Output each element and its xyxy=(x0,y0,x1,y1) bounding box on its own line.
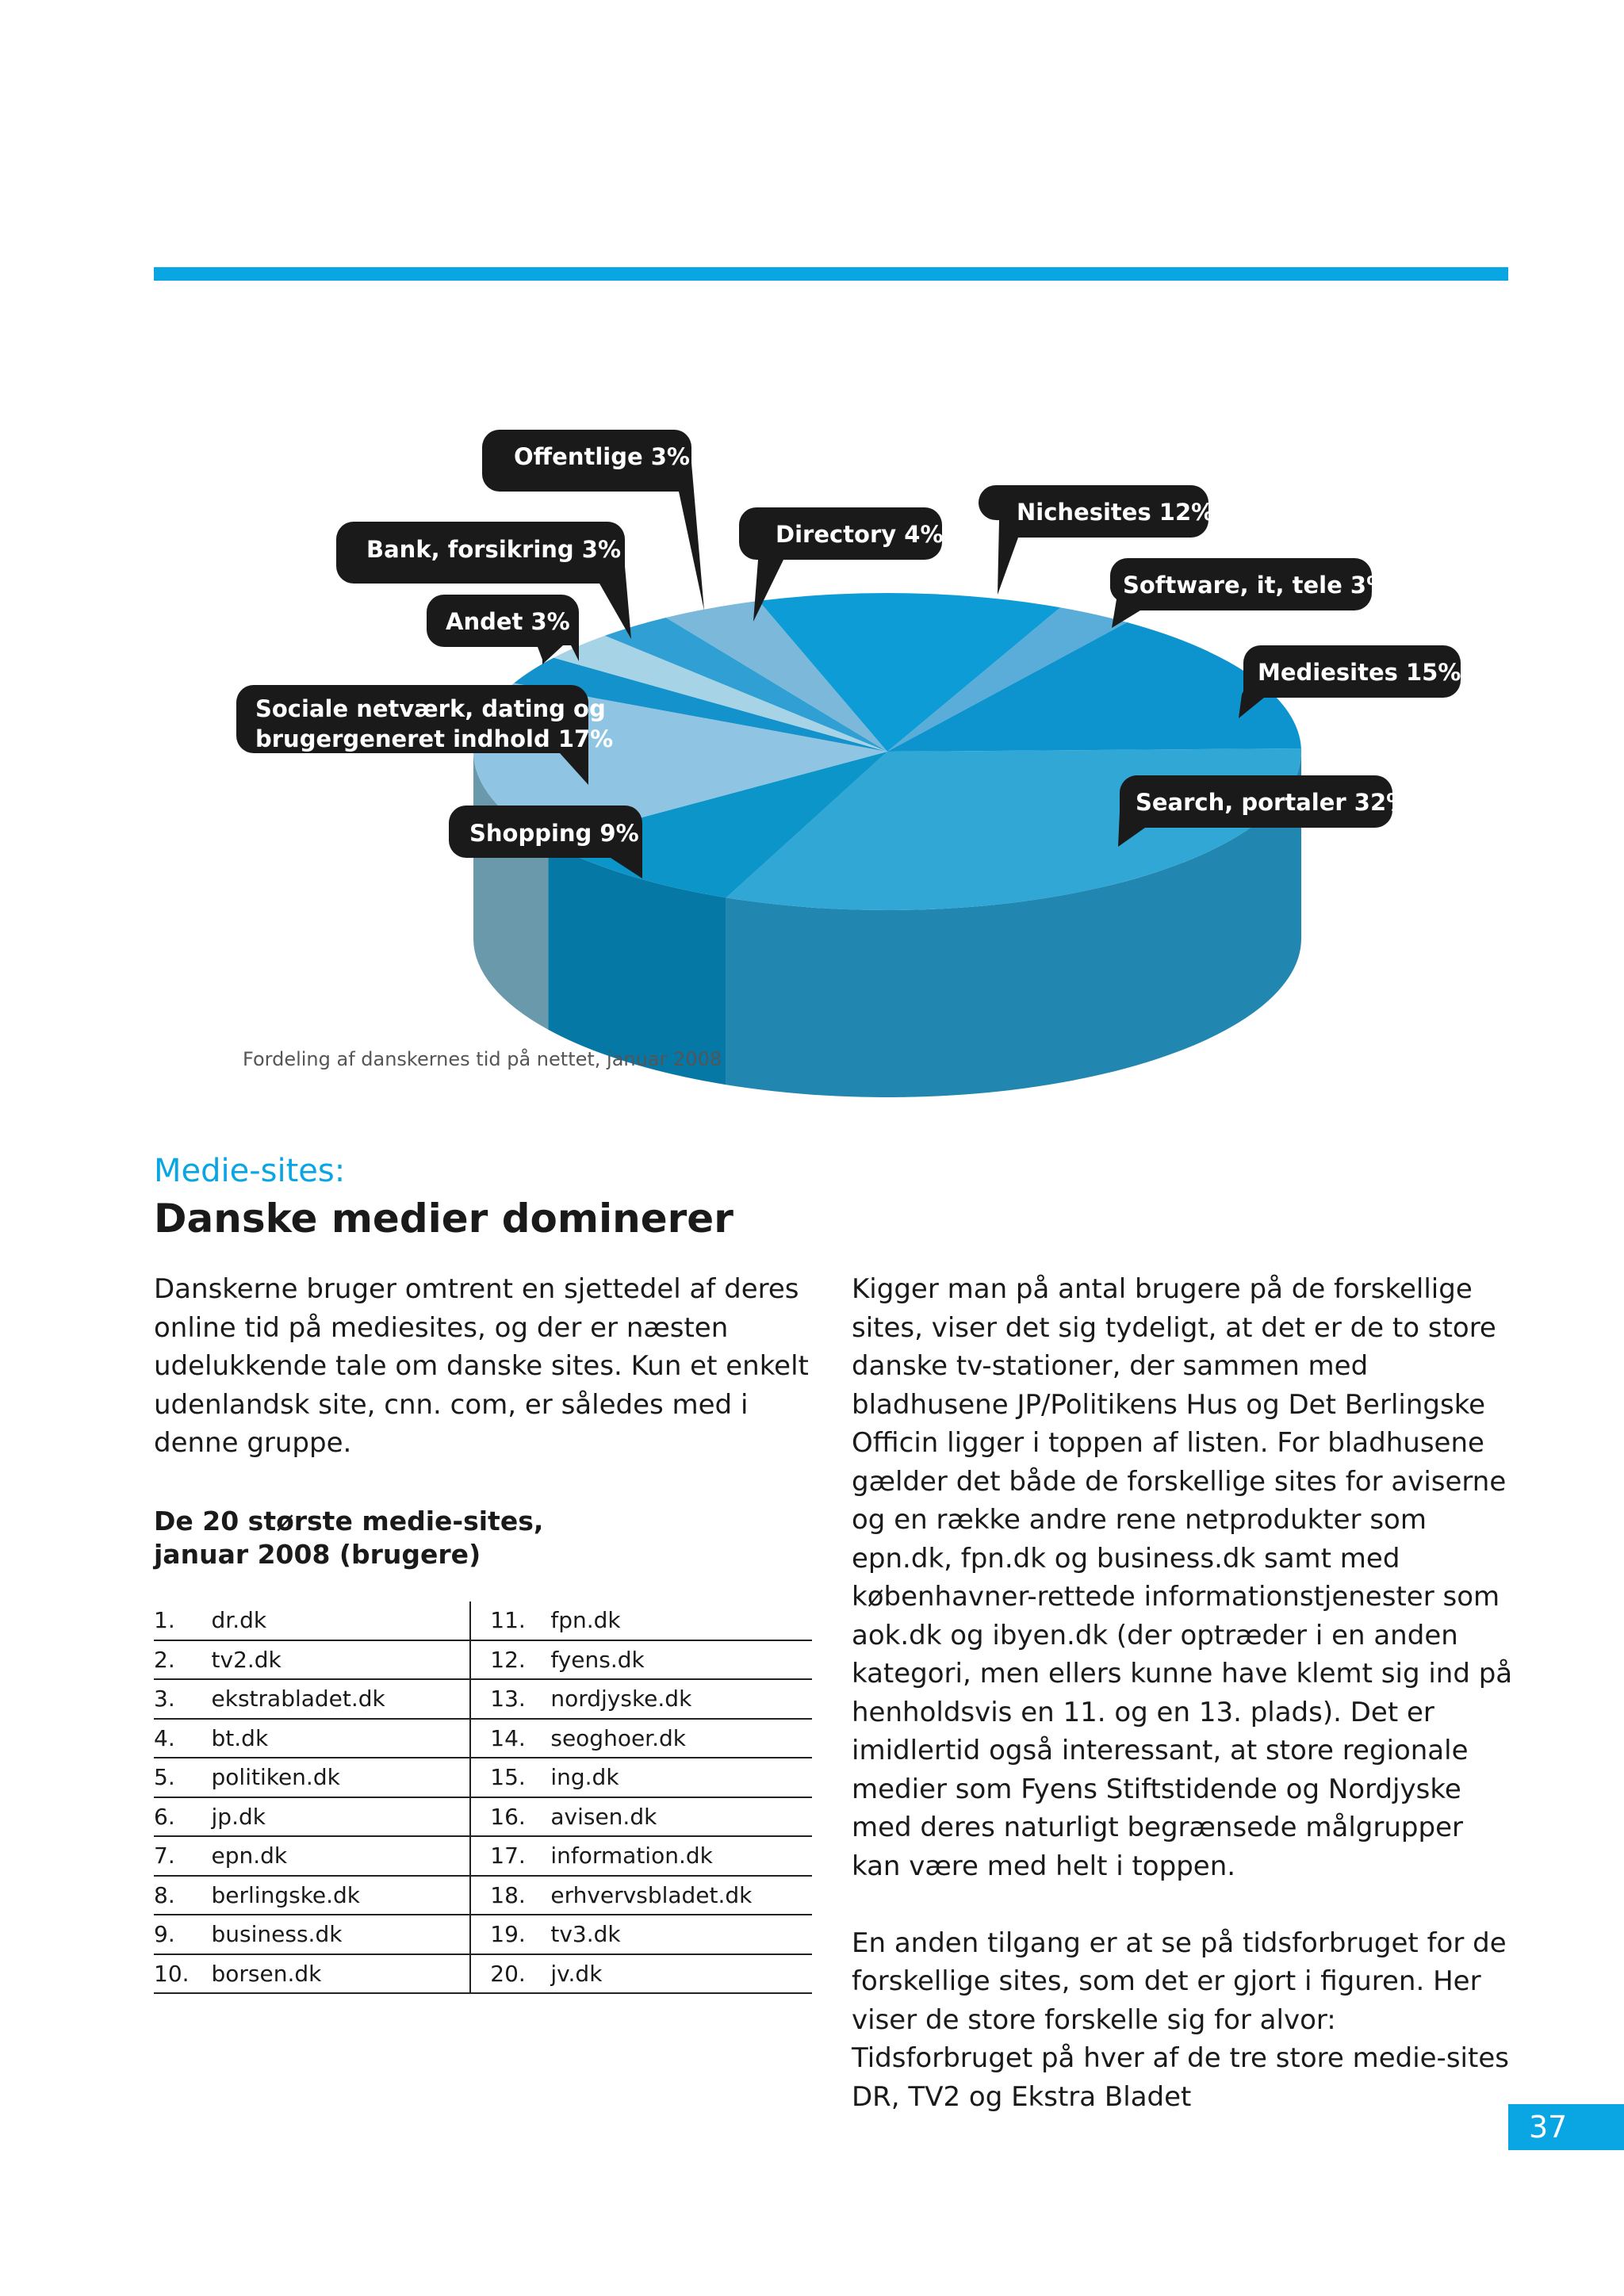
article-intro: Danskerne bruger omtrent en sjettedel af deres online tid på mediesites, og der er næsten udelukkende tale om danske sites. Kun et enkelt udenlandsk site, cnn. com, er således med i denne gruppe. xyxy=(154,1273,809,1459)
callout-sociale-line1: Sociale netværk, dating og xyxy=(255,695,606,722)
table-row xyxy=(154,1836,812,1876)
site-name: information.dk xyxy=(550,1836,812,1876)
callout-label: Shopping 9% xyxy=(469,820,639,847)
site-name: jv.dk xyxy=(550,1954,812,1994)
site-name: politiken.dk xyxy=(212,1758,471,1797)
rank-number: 9. xyxy=(154,1915,212,1954)
article-paragraph-1: Kigger man på antal brugere på de forskellige sites, viser det sig tydeligt, at det er de to store danske tv-stationer, der sammen med bladhusene JP/Politikens Hus og Det Berlingske Officin ligger i toppen af listen. For bladhusene gælder det både de forskellige sites for aviserne og en række andre rene netprodukter som epn.dk, fpn.dk og business.dk samt med københavner-rettede informationstjenester som aok.dk og ibyen.dk (der optræder i en anden kategori, men ellers kunne have klemt sig ind på henholdsvis en 11. og en 13. plads). Det er imidlertid også interessant, at store regionale medier som Fyens Stiftstidende og Nordjyske med deres naturligt begrænsede målgrupper kan være med helt i toppen. xyxy=(852,1273,1513,1882)
callout-label: Directory 4% xyxy=(776,521,944,548)
table-title-line2: januar 2008 (brugere) xyxy=(154,1539,481,1570)
pie-chart xyxy=(0,0,1624,1110)
callout-label: Bank, forsikring 3% xyxy=(366,536,622,563)
site-name: avisen.dk xyxy=(550,1797,812,1837)
site-name: tv2.dk xyxy=(212,1640,471,1680)
site-name: fpn.dk xyxy=(550,1601,812,1640)
site-name: dr.dk xyxy=(212,1601,471,1640)
rank-number: 11. xyxy=(470,1601,550,1640)
callout-andet xyxy=(427,595,579,664)
article-right-column xyxy=(852,1270,1518,2116)
rank-number: 14. xyxy=(470,1719,550,1758)
rank-number: 17. xyxy=(470,1836,550,1876)
site-name: ing.dk xyxy=(550,1758,812,1797)
rank-number: 10. xyxy=(154,1954,212,1994)
site-name: berlingske.dk xyxy=(212,1876,471,1915)
rank-number: 20. xyxy=(470,1954,550,1994)
rank-number: 19. xyxy=(470,1915,550,1954)
site-name: ekstrabladet.dk xyxy=(212,1679,471,1719)
table-title-line1: De 20 største medie-sites, xyxy=(154,1506,544,1536)
page-number: 37 xyxy=(1508,2104,1624,2150)
rank-number: 15. xyxy=(470,1758,550,1797)
table-row xyxy=(154,1915,812,1954)
rank-number: 4. xyxy=(154,1719,212,1758)
site-name: bt.dk xyxy=(212,1719,471,1758)
rank-number: 7. xyxy=(154,1836,212,1876)
site-name: business.dk xyxy=(212,1915,471,1954)
rank-number: 8. xyxy=(154,1876,212,1915)
callout-label: Andet 3% xyxy=(446,608,570,635)
table-row xyxy=(154,1758,812,1797)
article-headline: Danske medier dominerer xyxy=(154,1196,733,1242)
callout-label: Nichesites 12% xyxy=(1017,499,1215,526)
callout-label: Offentlige 3% xyxy=(514,443,690,470)
table-row xyxy=(154,1954,812,1994)
callout-label: Mediesites 15% xyxy=(1258,659,1461,686)
site-name: borsen.dk xyxy=(212,1954,471,1994)
table-row xyxy=(154,1797,812,1837)
table-row xyxy=(154,1876,812,1915)
article-paragraph-2: En anden tilgang er at se på tidsforbruget for de forskellige sites, som det er gjort i figuren. Her viser de store forskelle sig for alvor: Tidsforbruget på hver af de tre store medie-sites DR, TV2 og Ekstra Bladet xyxy=(852,1927,1509,2113)
table-row xyxy=(154,1640,812,1680)
table-row xyxy=(154,1601,812,1640)
site-name: seoghoer.dk xyxy=(550,1719,812,1758)
rank-number: 6. xyxy=(154,1797,212,1837)
callout-label: Software, it, tele 3% xyxy=(1123,572,1390,599)
table-title xyxy=(154,1505,543,1571)
callout-label: Search, portaler 32% xyxy=(1136,789,1410,816)
rank-number: 16. xyxy=(470,1797,550,1837)
rank-number: 12. xyxy=(470,1640,550,1680)
rank-number: 3. xyxy=(154,1679,212,1719)
callout-software xyxy=(1110,558,1389,628)
callout-sociale-line2: brugergeneret indhold 17% xyxy=(255,725,614,752)
site-name: jp.dk xyxy=(212,1797,471,1837)
site-name: tv3.dk xyxy=(550,1915,812,1954)
site-name: erhvervsbladet.dk xyxy=(550,1876,812,1915)
rank-number: 2. xyxy=(154,1640,212,1680)
site-name: epn.dk xyxy=(212,1836,471,1876)
table-row xyxy=(154,1719,812,1758)
site-name: fyens.dk xyxy=(550,1640,812,1680)
table-row xyxy=(154,1679,812,1719)
rank-number: 5. xyxy=(154,1758,212,1797)
top-20-media-sites-table xyxy=(154,1601,812,1994)
site-name: nordjyske.dk xyxy=(550,1679,812,1719)
rank-number: 1. xyxy=(154,1601,212,1640)
rank-number: 18. xyxy=(470,1876,550,1915)
article-kicker: Medie-sites: xyxy=(154,1153,346,1189)
rank-number: 13. xyxy=(470,1679,550,1719)
chart-caption: Fordeling af danskernes tid på nettet, januar 2008 xyxy=(243,1048,722,1070)
